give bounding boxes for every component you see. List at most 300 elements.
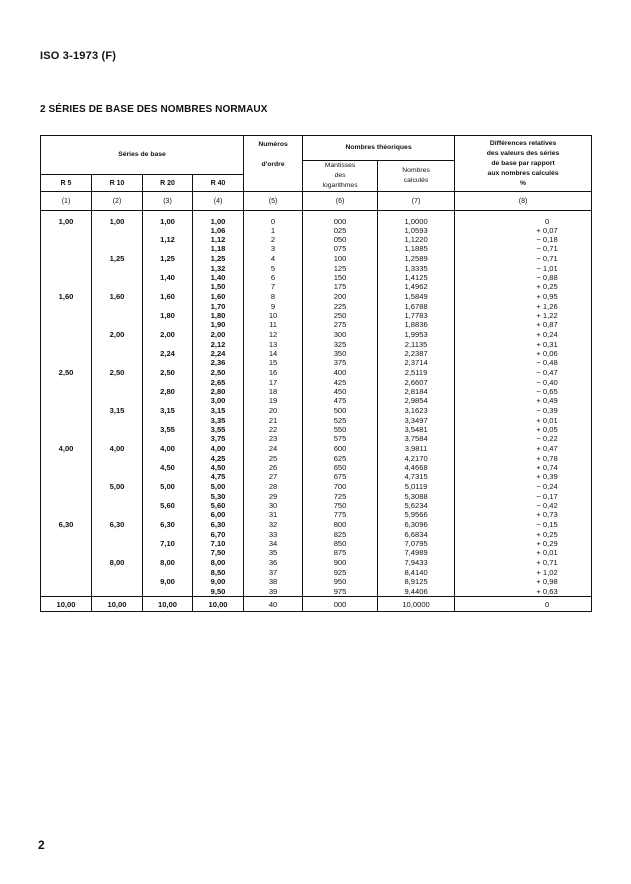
cell-r10 (92, 539, 143, 548)
cell-numero: 20 (244, 405, 303, 416)
cell-mantisse: 000 (303, 211, 378, 227)
table-row (41, 434, 592, 443)
cell-mantisse: 250 (303, 311, 378, 320)
cell-mantisse: 850 (303, 539, 378, 548)
cell-r5 (41, 482, 92, 493)
cell-r5 (41, 387, 92, 396)
cell-r5 (41, 434, 92, 443)
cell-mantisse: 900 (303, 558, 378, 569)
cell-r40: 1,50 (193, 282, 244, 291)
cell-nombre-calcule: 5,0119 (378, 482, 455, 493)
cell-numero: 8 (244, 291, 303, 302)
cell-r5 (41, 282, 92, 291)
cell-mantisse: 575 (303, 434, 378, 443)
cell-r10 (92, 387, 143, 396)
cell-r40: 3,00 (193, 396, 244, 405)
cell-difference: + 0,25 (455, 282, 592, 291)
cell-numero: 27 (244, 472, 303, 481)
cell-r10 (92, 586, 143, 596)
cell-mantisse: 000 (303, 597, 378, 612)
table-row-final (41, 597, 592, 612)
cell-r20: 4,00 (143, 444, 193, 455)
cell-difference: + 0,24 (455, 329, 592, 340)
cell-r10 (92, 396, 143, 405)
cell-nombre-calcule: 5,3088 (378, 492, 455, 501)
cell-numero: 24 (244, 444, 303, 455)
cell-numero: 12 (244, 329, 303, 340)
cell-r40: 2,00 (193, 329, 244, 340)
cell-r10 (92, 577, 143, 586)
cell-numero: 9 (244, 302, 303, 311)
cell-nombre-calcule: 8,4140 (378, 568, 455, 577)
cell-difference: + 0,49 (455, 396, 592, 405)
cell-r40: 4,75 (193, 472, 244, 481)
cell-r20: 8,00 (143, 558, 193, 569)
table-row (41, 568, 592, 577)
cell-r10 (92, 416, 143, 425)
cell-r5 (41, 492, 92, 501)
cell-r20: 2,00 (143, 329, 193, 340)
cell-nombre-calcule: 4,7315 (378, 472, 455, 481)
table-row (41, 454, 592, 463)
cell-difference: + 1,02 (455, 568, 592, 577)
cell-r5 (41, 501, 92, 510)
cell-r5 (41, 577, 92, 586)
cell-difference: + 0,73 (455, 510, 592, 519)
table-row (41, 349, 592, 358)
cell-r20: 5,60 (143, 501, 193, 510)
cell-mantisse: 725 (303, 492, 378, 501)
cell-nombre-calcule: 6,6834 (378, 530, 455, 539)
cell-numero: 2 (244, 235, 303, 244)
cell-r40: 4,50 (193, 463, 244, 472)
column-number-row (41, 192, 592, 211)
cell-r40: 5,30 (193, 492, 244, 501)
cell-numero: 10 (244, 311, 303, 320)
cell-numero: 17 (244, 378, 303, 387)
cell-r40: 1,12 (193, 235, 244, 244)
table-row (41, 211, 592, 227)
cell-r20: 6,30 (143, 520, 193, 531)
cell-r20 (143, 340, 193, 349)
cell-r40: 1,18 (193, 244, 244, 253)
cell-mantisse: 275 (303, 320, 378, 329)
cell-r20: 1,00 (143, 211, 193, 227)
cell-difference: − 0,42 (455, 501, 592, 510)
cell-r10 (92, 548, 143, 557)
cell-numero: 1 (244, 226, 303, 235)
cell-difference: + 0,29 (455, 539, 592, 548)
cell-difference: − 1,01 (455, 264, 592, 273)
cell-numero: 32 (244, 520, 303, 531)
cell-r5 (41, 405, 92, 416)
cell-r10 (92, 235, 143, 244)
cell-r10 (92, 530, 143, 539)
table-body (41, 211, 592, 597)
cell-mantisse: 350 (303, 349, 378, 358)
cell-numero: 26 (244, 463, 303, 472)
cell-numero: 25 (244, 454, 303, 463)
header-nombres-calcules: Nombres calculés (378, 161, 455, 192)
cell-r5 (41, 568, 92, 577)
cell-r20 (143, 396, 193, 405)
cell-r20 (143, 302, 193, 311)
cell-numero: 21 (244, 416, 303, 425)
cell-r5: 2,50 (41, 367, 92, 378)
cell-difference: + 0,87 (455, 320, 592, 329)
table-row (41, 501, 592, 510)
cell-numero: 4 (244, 253, 303, 264)
table-row (41, 235, 592, 244)
cell-r20 (143, 530, 193, 539)
cell-difference: + 0,63 (455, 586, 592, 596)
cell-r10 (92, 244, 143, 253)
cell-r40: 5,60 (193, 501, 244, 510)
col-number: (4) (193, 192, 244, 211)
cell-numero: 7 (244, 282, 303, 291)
cell-mantisse: 675 (303, 472, 378, 481)
table-footer (41, 597, 592, 612)
table-row (41, 558, 592, 569)
cell-difference: + 0,31 (455, 340, 592, 349)
cell-r40: 6,30 (193, 520, 244, 531)
table-row (41, 548, 592, 557)
cell-r40: 2,80 (193, 387, 244, 396)
cell-difference: − 0,65 (455, 387, 592, 396)
cell-r10 (92, 492, 143, 501)
cell-mantisse: 550 (303, 425, 378, 434)
table-row (41, 463, 592, 472)
cell-nombre-calcule: 1,1885 (378, 244, 455, 253)
cell-difference: + 0,74 (455, 463, 592, 472)
cell-r20: 7,10 (143, 539, 193, 548)
cell-r40: 3,75 (193, 434, 244, 443)
cell-r5 (41, 558, 92, 569)
cell-difference: − 0,88 (455, 273, 592, 282)
cell-r5: 10,00 (41, 597, 92, 612)
cell-r10: 6,30 (92, 520, 143, 531)
cell-r40: 1,40 (193, 273, 244, 282)
cell-r5 (41, 340, 92, 349)
cell-nombre-calcule: 2,6607 (378, 378, 455, 387)
cell-r10 (92, 358, 143, 367)
cell-r40: 5,00 (193, 482, 244, 493)
header-r5: R 5 (41, 175, 92, 192)
cell-r40: 2,12 (193, 340, 244, 349)
cell-r5 (41, 463, 92, 472)
table-row (41, 387, 592, 396)
cell-r10 (92, 568, 143, 577)
cell-r5 (41, 378, 92, 387)
cell-difference: + 0,01 (455, 416, 592, 425)
cell-r10 (92, 454, 143, 463)
cell-r20: 2,24 (143, 349, 193, 358)
cell-r10: 2,50 (92, 367, 143, 378)
cell-r5 (41, 586, 92, 596)
cell-nombre-calcule: 9,4406 (378, 586, 455, 596)
cell-r10: 10,00 (92, 597, 143, 612)
cell-nombre-calcule: 3,3497 (378, 416, 455, 425)
cell-r10: 1,00 (92, 211, 143, 227)
cell-difference: + 0,25 (455, 530, 592, 539)
col-number: (8) (455, 192, 592, 211)
cell-mantisse: 800 (303, 520, 378, 531)
cell-numero: 6 (244, 273, 303, 282)
cell-mantisse: 450 (303, 387, 378, 396)
table-row (41, 539, 592, 548)
cell-nombre-calcule: 1,5849 (378, 291, 455, 302)
cell-numero: 3 (244, 244, 303, 253)
cell-numero: 38 (244, 577, 303, 586)
cell-r40: 2,36 (193, 358, 244, 367)
cell-difference: − 0,18 (455, 235, 592, 244)
cell-r20: 1,60 (143, 291, 193, 302)
col-number: (7) (378, 192, 455, 211)
cell-numero: 36 (244, 558, 303, 569)
cell-r10: 2,00 (92, 329, 143, 340)
table-row (41, 378, 592, 387)
cell-r20 (143, 454, 193, 463)
cell-nombre-calcule: 1,7783 (378, 311, 455, 320)
cell-r10: 1,25 (92, 253, 143, 264)
table-row (41, 273, 592, 282)
cell-difference: − 0,39 (455, 405, 592, 416)
cell-r10: 5,00 (92, 482, 143, 493)
cell-r20 (143, 226, 193, 235)
header-series-de-base: Séries de base (41, 136, 244, 175)
cell-r40: 3,35 (193, 416, 244, 425)
cell-difference: + 0,98 (455, 577, 592, 586)
cell-r5: 1,00 (41, 211, 92, 227)
cell-difference: 0 (455, 597, 592, 612)
cell-r10 (92, 510, 143, 519)
col-number: (1) (41, 192, 92, 211)
cell-r20: 2,50 (143, 367, 193, 378)
cell-numero: 39 (244, 586, 303, 596)
cell-r40: 3,55 (193, 425, 244, 434)
cell-r40: 1,06 (193, 226, 244, 235)
cell-r40: 2,65 (193, 378, 244, 387)
cell-r20 (143, 320, 193, 329)
cell-r5 (41, 264, 92, 273)
cell-difference: − 0,40 (455, 378, 592, 387)
cell-mantisse: 700 (303, 482, 378, 493)
cell-r10 (92, 311, 143, 320)
cell-nombre-calcule: 3,1623 (378, 405, 455, 416)
cell-numero: 18 (244, 387, 303, 396)
cell-r40: 3,15 (193, 405, 244, 416)
cell-r20 (143, 510, 193, 519)
cell-nombre-calcule: 6,3096 (378, 520, 455, 531)
cell-mantisse: 950 (303, 577, 378, 586)
cell-r20 (143, 358, 193, 367)
cell-mantisse: 775 (303, 510, 378, 519)
cell-difference: − 0,71 (455, 253, 592, 264)
cell-r40: 9,50 (193, 586, 244, 596)
cell-r20: 3,15 (143, 405, 193, 416)
cell-nombre-calcule: 2,1135 (378, 340, 455, 349)
cell-mantisse: 375 (303, 358, 378, 367)
cell-nombre-calcule: 1,0593 (378, 226, 455, 235)
table-row (41, 405, 592, 416)
cell-r40: 4,25 (193, 454, 244, 463)
cell-r20: 2,80 (143, 387, 193, 396)
cell-difference: + 0,39 (455, 472, 592, 481)
cell-r5 (41, 454, 92, 463)
cell-mantisse: 925 (303, 568, 378, 577)
cell-nombre-calcule: 3,9811 (378, 444, 455, 455)
cell-nombre-calcule: 1,3335 (378, 264, 455, 273)
cell-nombre-calcule: 1,9953 (378, 329, 455, 340)
cell-difference: + 1,26 (455, 302, 592, 311)
cell-r10 (92, 264, 143, 273)
cell-r40: 1,70 (193, 302, 244, 311)
cell-r20 (143, 264, 193, 273)
cell-nombre-calcule: 5,9566 (378, 510, 455, 519)
table-row (41, 367, 592, 378)
cell-r5 (41, 226, 92, 235)
cell-numero: 34 (244, 539, 303, 548)
table-row (41, 586, 592, 596)
cell-mantisse: 400 (303, 367, 378, 378)
cell-r20 (143, 492, 193, 501)
cell-difference: − 0,71 (455, 244, 592, 253)
table-row (41, 244, 592, 253)
table-row (41, 302, 592, 311)
cell-r20 (143, 548, 193, 557)
cell-r20: 5,00 (143, 482, 193, 493)
cell-r40: 6,00 (193, 510, 244, 519)
col-number: (6) (303, 192, 378, 211)
cell-mantisse: 025 (303, 226, 378, 235)
cell-nombre-calcule: 1,6788 (378, 302, 455, 311)
cell-mantisse: 150 (303, 273, 378, 282)
cell-r10 (92, 282, 143, 291)
table-row (41, 472, 592, 481)
normal-numbers-table (40, 135, 592, 612)
cell-r5 (41, 396, 92, 405)
col-number: (3) (143, 192, 193, 211)
cell-difference: − 0,47 (455, 367, 592, 378)
cell-numero: 35 (244, 548, 303, 557)
cell-difference: − 0,15 (455, 520, 592, 531)
cell-r5 (41, 530, 92, 539)
table-row (41, 253, 592, 264)
table-row (41, 340, 592, 349)
cell-r40: 1,60 (193, 291, 244, 302)
table-row (41, 282, 592, 291)
cell-mantisse: 050 (303, 235, 378, 244)
cell-mantisse: 750 (303, 501, 378, 510)
cell-r10: 8,00 (92, 558, 143, 569)
cell-mantisse: 300 (303, 329, 378, 340)
table-row (41, 226, 592, 235)
cell-r40: 8,50 (193, 568, 244, 577)
cell-nombre-calcule: 7,4989 (378, 548, 455, 557)
cell-difference: + 0,95 (455, 291, 592, 302)
cell-difference: − 0,17 (455, 492, 592, 501)
cell-nombre-calcule: 3,7584 (378, 434, 455, 443)
cell-mantisse: 600 (303, 444, 378, 455)
cell-r10 (92, 226, 143, 235)
cell-nombre-calcule: 4,4668 (378, 463, 455, 472)
cell-r40: 9,00 (193, 577, 244, 586)
cell-r40: 8,00 (193, 558, 244, 569)
table-row (41, 510, 592, 519)
section-title: 2 SÉRIES DE BASE DES NOMBRES NORMAUX (40, 104, 268, 115)
cell-numero: 23 (244, 434, 303, 443)
cell-r20: 1,25 (143, 253, 193, 264)
cell-difference: − 0,48 (455, 358, 592, 367)
cell-difference: + 0,47 (455, 444, 592, 455)
cell-r40: 1,80 (193, 311, 244, 320)
cell-nombre-calcule: 3,5481 (378, 425, 455, 434)
cell-r40: 1,90 (193, 320, 244, 329)
table-header (41, 136, 592, 211)
table-row (41, 396, 592, 405)
cell-r5 (41, 320, 92, 329)
cell-r5 (41, 416, 92, 425)
cell-nombre-calcule: 1,8836 (378, 320, 455, 329)
cell-r5 (41, 539, 92, 548)
cell-nombre-calcule: 10,0000 (378, 597, 455, 612)
cell-numero: 14 (244, 349, 303, 358)
cell-r10 (92, 472, 143, 481)
cell-r10 (92, 349, 143, 358)
table-row (41, 492, 592, 501)
cell-r5 (41, 273, 92, 282)
cell-r20: 1,40 (143, 273, 193, 282)
cell-r20: 10,00 (143, 597, 193, 612)
header-differences-relatives: Différences relatives des valeurs des séries de base par rapport aux nombres calculés % (455, 136, 592, 192)
cell-r5 (41, 425, 92, 434)
cell-r20 (143, 378, 193, 387)
cell-r20 (143, 472, 193, 481)
table-row (41, 520, 592, 531)
table-row (41, 482, 592, 493)
page-header: ISO 3-1973 (F) (40, 50, 117, 62)
cell-nombre-calcule: 1,2589 (378, 253, 455, 264)
header-r20: R 20 (143, 175, 193, 192)
cell-r20: 4,50 (143, 463, 193, 472)
cell-mantisse: 425 (303, 378, 378, 387)
cell-r10 (92, 463, 143, 472)
table-row (41, 311, 592, 320)
cell-nombre-calcule: 8,9125 (378, 577, 455, 586)
cell-numero: 0 (244, 211, 303, 227)
cell-difference: + 0,78 (455, 454, 592, 463)
table-row (41, 329, 592, 340)
cell-nombre-calcule: 5,6234 (378, 501, 455, 510)
cell-r5: 4,00 (41, 444, 92, 455)
cell-r20 (143, 416, 193, 425)
cell-r40: 2,24 (193, 349, 244, 358)
cell-mantisse: 525 (303, 416, 378, 425)
cell-r10 (92, 340, 143, 349)
cell-r40: 1,25 (193, 253, 244, 264)
cell-mantisse: 650 (303, 463, 378, 472)
table-row (41, 416, 592, 425)
cell-r5 (41, 510, 92, 519)
cell-nombre-calcule: 1,1220 (378, 235, 455, 244)
cell-r10: 3,15 (92, 405, 143, 416)
cell-mantisse: 475 (303, 396, 378, 405)
header-empty-cell (244, 175, 303, 192)
cell-difference: + 0,07 (455, 226, 592, 235)
cell-difference: + 0,01 (455, 548, 592, 557)
cell-numero: 16 (244, 367, 303, 378)
cell-difference: + 0,05 (455, 425, 592, 434)
